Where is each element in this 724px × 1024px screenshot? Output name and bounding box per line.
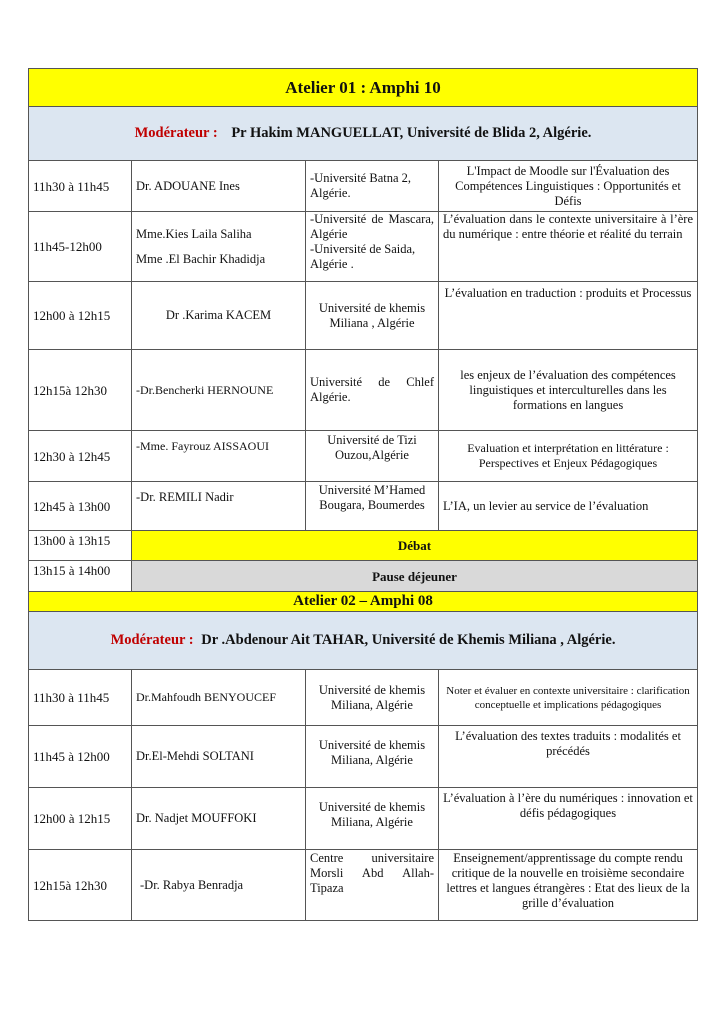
university-cell: Centre universitaire Morsli Abd Allah- Tipaza: [306, 850, 439, 921]
talk-title-cell: les enjeux de l’évaluation des compétences linguistiques et interculturelles dans les formations en langues: [439, 350, 698, 431]
atelier1-moderator-label: Modérateur :: [134, 125, 218, 141]
schedule-table: [28, 68, 698, 921]
atelier2-banner: [29, 592, 698, 612]
talk-title-cell: Noter et évaluer en contexte universitaire : clarification conceptuelle et implications pédagogiques: [439, 670, 698, 726]
speaker-cell: Dr.El-Mehdi SOLTANI: [132, 726, 306, 788]
speaker-cell: -Dr. REMILI Nadir: [132, 482, 306, 531]
speaker-cell: Dr. Nadjet MOUFFOKI: [132, 788, 306, 850]
talk-title-cell: Evaluation et interprétation en littérature : Perspectives et Enjeux Pédagogiques: [439, 431, 698, 482]
speaker-name: Mme .El Bachir Khadidja: [136, 251, 266, 266]
speaker-cell: -Dr.Bencherki HERNOUNE: [132, 350, 306, 431]
time-cell: 13h15 à 14h00: [29, 561, 132, 592]
university-cell: Université de khemis Miliana , Algérie: [306, 282, 439, 350]
debat-label: Débat: [132, 531, 698, 561]
time-cell: 12h00 à 12h15: [29, 282, 132, 350]
time-cell: 13h00 à 13h15: [29, 531, 132, 561]
time-cell: 11h30 à 11h45: [29, 161, 132, 212]
table-row: [29, 161, 698, 212]
talk-title-cell: Enseignement/apprentissage du compte rendu critique de la nouvelle en troisième secondaire lettres et langues étrangères : Etat des lieux de la grille d’évaluation: [439, 850, 698, 921]
debat-row: [29, 531, 698, 561]
time-cell: 12h30 à 12h45: [29, 431, 132, 482]
table-row: [29, 212, 698, 282]
talk-title-cell: L’IA, un levier au service de l’évaluation: [439, 482, 698, 531]
table-row: [29, 788, 698, 850]
talk-title-cell: L’évaluation des textes traduits : modalités et précédés: [439, 726, 698, 788]
talk-title-cell: L'Impact de Moodle sur l'Évaluation des Compétences Linguistiques : Opportunités et Défis: [439, 161, 698, 212]
time-cell: 12h00 à 12h15: [29, 788, 132, 850]
university-line: -Université de Saida, Algérie .: [310, 242, 416, 271]
atelier2-title: Atelier 02 – Amphi 08: [29, 592, 698, 612]
time-cell: 12h45 à 13h00: [29, 482, 132, 531]
university-cell: Université M’Hamed Bougara, Boumerdes: [306, 482, 439, 531]
talk-title-cell: L’évaluation en traduction : produits et Processus: [439, 282, 698, 350]
university-cell: Université de khemis Miliana, Algérie: [306, 726, 439, 788]
table-row: [29, 350, 698, 431]
university-line: -Université de Mascara, Algérie: [310, 212, 434, 241]
table-row: [29, 482, 698, 531]
table-row: [29, 726, 698, 788]
university-cell: Université de khemis Miliana, Algérie: [306, 670, 439, 726]
speaker-cell: Dr .Karima KACEM: [132, 282, 306, 350]
university-cell: [306, 212, 439, 282]
atelier1-title: Atelier 01 : Amphi 10: [29, 69, 698, 107]
time-cell: 12h15à 12h30: [29, 350, 132, 431]
speaker-cell: Dr.Mahfoudh BENYOUCEF: [132, 670, 306, 726]
time-cell: 11h45 à 12h00: [29, 726, 132, 788]
atelier1-moderator-name: Pr Hakim MANGUELLAT, Université de Blida 2, Algérie.: [231, 125, 592, 141]
speaker-cell: -Dr. Rabya Benradja: [132, 850, 306, 921]
table-row: [29, 670, 698, 726]
speaker-cell: -Mme. Fayrouz AISSAOUI: [132, 431, 306, 482]
talk-title-cell: L’évaluation à l’ère du numériques : innovation et défis pédagogiques: [439, 788, 698, 850]
speaker-cell: [132, 212, 306, 282]
schedule-page: [28, 68, 697, 921]
atelier1-banner: [29, 69, 698, 107]
atelier2-moderator-row: [29, 612, 698, 670]
time-cell: 11h45-12h00: [29, 212, 132, 282]
pause-label: Pause déjeuner: [132, 561, 698, 592]
atelier2-moderator-label: Modérateur :: [110, 632, 194, 648]
time-cell: 11h30 à 11h45: [29, 670, 132, 726]
table-row: [29, 282, 698, 350]
atelier1-moderator-row: [29, 107, 698, 161]
speaker-cell: Dr. ADOUANE Ines: [132, 161, 306, 212]
talk-title-cell: L’évaluation dans le contexte universitaire à l’ère du numérique : entre théorie et réalité du terrain: [439, 212, 698, 282]
table-row: [29, 431, 698, 482]
speaker-name: Mme.Kies Laila Saliha: [136, 226, 252, 241]
time-cell: 12h15à 12h30: [29, 850, 132, 921]
table-row: [29, 850, 698, 921]
university-cell: Université de Chlef Algérie.: [306, 350, 439, 431]
pause-row: [29, 561, 698, 592]
university-cell: Université de khemis Miliana, Algérie: [306, 788, 439, 850]
university-cell: Université de Tizi Ouzou,Algérie: [306, 431, 439, 482]
university-cell: -Université Batna 2, Algérie.: [306, 161, 439, 212]
atelier2-moderator-name: Dr .Abdenour Ait TAHAR, Université de Khemis Miliana , Algérie.: [201, 632, 616, 648]
